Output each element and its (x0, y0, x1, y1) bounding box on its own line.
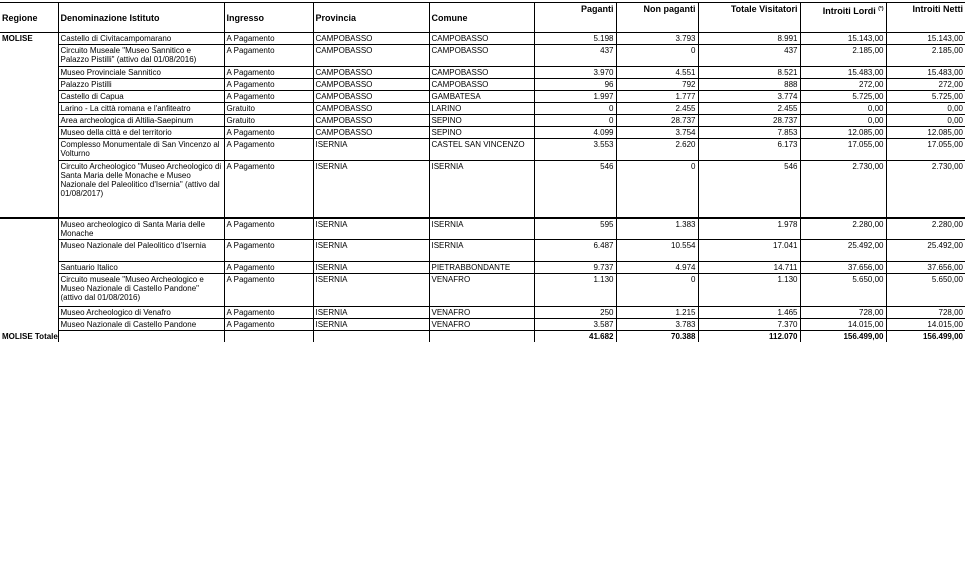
cell-totale: 888 (698, 79, 800, 91)
cell-netti: 37.656,00 (886, 262, 965, 274)
cell-comune: ISERNIA (429, 240, 534, 262)
cell-comune: VENAFRO (429, 319, 534, 331)
cell-lordi: 12.085,00 (800, 127, 886, 139)
cell-totale: 14.711 (698, 262, 800, 274)
cell-comune: VENAFRO (429, 307, 534, 319)
cell-lordi: 272,00 (800, 79, 886, 91)
cell-provincia: ISERNIA (313, 218, 429, 240)
total-non-paganti: 70.388 (616, 331, 698, 343)
header-ingresso: Ingresso (224, 3, 313, 33)
table-row (0, 79, 965, 91)
header-non-paganti: Non paganti (616, 3, 698, 33)
total-paganti: 41.682 (534, 331, 616, 343)
table-row (0, 319, 965, 331)
cell-non-paganti: 2.620 (616, 139, 698, 161)
total-row (0, 331, 965, 343)
cell-comune: GAMBATESA (429, 91, 534, 103)
cell-paganti: 3.587 (534, 319, 616, 331)
cell-ingresso: A Pagamento (224, 91, 313, 103)
cell-non-paganti: 1.777 (616, 91, 698, 103)
cell-ingresso: A Pagamento (224, 307, 313, 319)
cell-lordi: 37.656,00 (800, 262, 886, 274)
cell-istituto: Complesso Monumentale di San Vincenzo al Volturno (58, 139, 224, 161)
cell-totale: 3.774 (698, 91, 800, 103)
cell-non-paganti: 1.383 (616, 218, 698, 240)
header-provincia: Provincia (313, 3, 429, 33)
cell-paganti: 546 (534, 161, 616, 218)
cell-regione (0, 79, 58, 91)
cell-comune: ISERNIA (429, 161, 534, 218)
cell-paganti: 3.970 (534, 67, 616, 79)
table-row (0, 127, 965, 139)
header-regione: Regione (0, 3, 58, 33)
cell-paganti: 6.487 (534, 240, 616, 262)
cell-paganti: 5.198 (534, 33, 616, 45)
cell-provincia: CAMPOBASSO (313, 79, 429, 91)
cell-provincia: ISERNIA (313, 139, 429, 161)
total-label: MOLISE Totale (2, 331, 58, 341)
cell-regione (0, 218, 58, 240)
visitors-table (0, 2, 965, 342)
cell-totale: 1.978 (698, 218, 800, 240)
cell-ingresso: A Pagamento (224, 262, 313, 274)
cell-totale: 28.737 (698, 115, 800, 127)
cell-ingresso: A Pagamento (224, 240, 313, 262)
cell-regione (0, 103, 58, 115)
cell-provincia: CAMPOBASSO (313, 115, 429, 127)
cell-non-paganti: 2.455 (616, 103, 698, 115)
cell-paganti: 4.099 (534, 127, 616, 139)
total-netti: 156.499,00 (886, 331, 965, 343)
cell-paganti: 0 (534, 115, 616, 127)
cell-paganti: 9.737 (534, 262, 616, 274)
cell-istituto: Circuito museale "Museo Archeologico e Museo Nazionale di Castello Pandone" (attivo dal 01/08/2016) (58, 274, 224, 307)
cell-istituto: Area archeologica di Altilia-Saepinum (58, 115, 224, 127)
cell-istituto: Larino - La città romana e l'anfiteatro (58, 103, 224, 115)
cell-netti: 5.650,00 (886, 274, 965, 307)
header-row (0, 3, 965, 33)
cell-regione (0, 67, 58, 79)
cell-paganti: 1.130 (534, 274, 616, 307)
cell-netti: 12.085,00 (886, 127, 965, 139)
cell-totale: 7.853 (698, 127, 800, 139)
cell-non-paganti: 4.551 (616, 67, 698, 79)
cell-non-paganti: 28.737 (616, 115, 698, 127)
cell-totale: 2.455 (698, 103, 800, 115)
cell-comune: SEPINO (429, 127, 534, 139)
cell-regione (0, 127, 58, 139)
header-comune: Comune (429, 3, 534, 33)
cell-istituto: Museo Provinciale Sannitico (58, 67, 224, 79)
cell-netti: 15.143,00 (886, 33, 965, 45)
cell-istituto: Circuito Museale "Museo Sannitico e Palazzo Pistilli" (attivo dal 01/08/2016) (58, 45, 224, 67)
cell-totale: 7.370 (698, 319, 800, 331)
total-totale: 112.070 (698, 331, 800, 343)
table-row (0, 139, 965, 161)
cell-non-paganti: 1.215 (616, 307, 698, 319)
cell-lordi: 728,00 (800, 307, 886, 319)
cell-totale: 17.041 (698, 240, 800, 262)
cell-regione (0, 91, 58, 103)
table-row (0, 67, 965, 79)
cell-lordi: 17.055,00 (800, 139, 886, 161)
cell-ingresso: A Pagamento (224, 161, 313, 218)
total-empty (58, 331, 224, 343)
cell-non-paganti: 4.974 (616, 262, 698, 274)
cell-paganti: 437 (534, 45, 616, 67)
cell-ingresso: A Pagamento (224, 33, 313, 45)
cell-lordi: 0,00 (800, 103, 886, 115)
cell-regione (0, 262, 58, 274)
cell-comune: CASTEL SAN VINCENZO (429, 139, 534, 161)
table-row (0, 45, 965, 67)
cell-comune: SEPINO (429, 115, 534, 127)
cell-lordi: 0,00 (800, 115, 886, 127)
cell-non-paganti: 10.554 (616, 240, 698, 262)
cell-lordi: 2.185,00 (800, 45, 886, 67)
cell-ingresso: A Pagamento (224, 274, 313, 307)
cell-comune: VENAFRO (429, 274, 534, 307)
cell-lordi: 15.483,00 (800, 67, 886, 79)
cell-netti: 2.730,00 (886, 161, 965, 218)
cell-netti: 15.483,00 (886, 67, 965, 79)
cell-ingresso: A Pagamento (224, 319, 313, 331)
cell-provincia: CAMPOBASSO (313, 91, 429, 103)
cell-comune: CAMPOBASSO (429, 33, 534, 45)
cell-totale: 437 (698, 45, 800, 67)
cell-totale: 1.465 (698, 307, 800, 319)
total-empty (224, 331, 313, 343)
table-row (0, 218, 965, 240)
cell-non-paganti: 0 (616, 161, 698, 218)
cell-ingresso: A Pagamento (224, 127, 313, 139)
cell-paganti: 3.553 (534, 139, 616, 161)
cell-ingresso: A Pagamento (224, 45, 313, 67)
cell-regione (0, 45, 58, 67)
header-istituto: Denominazione Istituto (58, 3, 224, 33)
cell-lordi: 2.280,00 (800, 218, 886, 240)
cell-lordi: 15.143,00 (800, 33, 886, 45)
table-row (0, 307, 965, 319)
cell-non-paganti: 3.783 (616, 319, 698, 331)
cell-netti: 2.185,00 (886, 45, 965, 67)
cell-lordi: 14.015,00 (800, 319, 886, 331)
cell-netti: 0,00 (886, 115, 965, 127)
cell-provincia: CAMPOBASSO (313, 127, 429, 139)
table-row (0, 115, 965, 127)
cell-non-paganti: 0 (616, 45, 698, 67)
table-row (0, 161, 965, 218)
cell-istituto: Santuario Italico (58, 262, 224, 274)
table-row (0, 262, 965, 274)
cell-non-paganti: 3.754 (616, 127, 698, 139)
cell-netti: 728,00 (886, 307, 965, 319)
cell-regione (0, 240, 58, 262)
cell-ingresso: A Pagamento (224, 218, 313, 240)
cell-ingresso: A Pagamento (224, 79, 313, 91)
header-lordi-label: Introiti Lordi (822, 6, 876, 16)
cell-ingresso: A Pagamento (224, 67, 313, 79)
cell-istituto: Museo della città e del territorio (58, 127, 224, 139)
cell-paganti: 595 (534, 218, 616, 240)
cell-totale: 546 (698, 161, 800, 218)
cell-provincia: CAMPOBASSO (313, 45, 429, 67)
total-empty (313, 331, 429, 343)
cell-comune: ISERNIA (429, 218, 534, 240)
cell-totale: 1.130 (698, 274, 800, 307)
cell-totale: 8.521 (698, 67, 800, 79)
cell-paganti: 250 (534, 307, 616, 319)
cell-istituto: Museo Nazionale di Castello Pandone (58, 319, 224, 331)
cell-netti: 17.055,00 (886, 139, 965, 161)
cell-netti: 272,00 (886, 79, 965, 91)
cell-regione (0, 115, 58, 127)
cell-netti: 0,00 (886, 103, 965, 115)
cell-ingresso: Gratuito (224, 115, 313, 127)
cell-provincia: CAMPOBASSO (313, 67, 429, 79)
cell-comune: CAMPOBASSO (429, 45, 534, 67)
cell-istituto: Museo archeologico di Santa Maria delle Monache (58, 218, 224, 240)
table-row (0, 91, 965, 103)
cell-comune: PIETRABBONDANTE (429, 262, 534, 274)
cell-non-paganti: 792 (616, 79, 698, 91)
total-lordi: 156.499,00 (800, 331, 886, 343)
cell-non-paganti: 0 (616, 274, 698, 307)
cell-paganti: 1.997 (534, 91, 616, 103)
cell-istituto: Circuito Archeologico "Museo Archeologico di Santa Maria delle Monache e Museo Nazionale del Paleolitico d'Isernia" (attivo dal 01/08/2017) (58, 161, 224, 218)
table-row (0, 33, 965, 45)
cell-provincia: ISERNIA (313, 262, 429, 274)
cell-provincia: ISERNIA (313, 307, 429, 319)
cell-lordi: 2.730,00 (800, 161, 886, 218)
cell-istituto: Castello di Capua (58, 91, 224, 103)
cell-comune: LARINO (429, 103, 534, 115)
total-empty (429, 331, 534, 343)
cell-totale: 6.173 (698, 139, 800, 161)
cell-provincia: ISERNIA (313, 161, 429, 218)
cell-paganti: 96 (534, 79, 616, 91)
cell-netti: 5.725,00 (886, 91, 965, 103)
cell-istituto: Castello di Civitacampomarano (58, 33, 224, 45)
cell-provincia: ISERNIA (313, 274, 429, 307)
cell-istituto: Palazzo Pistilli (58, 79, 224, 91)
cell-ingresso: A Pagamento (224, 139, 313, 161)
cell-comune: CAMPOBASSO (429, 67, 534, 79)
cell-non-paganti: 3.793 (616, 33, 698, 45)
table-body (0, 33, 965, 343)
cell-regione (0, 307, 58, 319)
cell-lordi: 25.492,00 (800, 240, 886, 262)
cell-istituto: Museo Archeologico di Venafro (58, 307, 224, 319)
header-paganti: Paganti (534, 3, 616, 33)
header-totale: Totale Visitatori (698, 3, 800, 33)
cell-netti: 14.015,00 (886, 319, 965, 331)
cell-regione: MOLISE (2, 34, 33, 43)
cell-provincia: ISERNIA (313, 240, 429, 262)
cell-netti: 25.492,00 (886, 240, 965, 262)
cell-regione (0, 319, 58, 331)
cell-lordi: 5.725,00 (800, 91, 886, 103)
cell-lordi: 5.650,00 (800, 274, 886, 307)
cell-istituto: Museo Nazionale del Paleolitico d'Isernia (58, 240, 224, 262)
header-lordi (800, 3, 886, 33)
header-lordi-mark: (*) (878, 6, 884, 12)
cell-regione (0, 274, 58, 307)
table-row (0, 103, 965, 115)
table-row (0, 240, 965, 262)
cell-regione (0, 139, 58, 161)
cell-ingresso: Gratuito (224, 103, 313, 115)
cell-provincia: CAMPOBASSO (313, 33, 429, 45)
table-row (0, 274, 965, 307)
cell-comune: CAMPOBASSO (429, 79, 534, 91)
cell-paganti: 0 (534, 103, 616, 115)
cell-regione (0, 161, 58, 218)
cell-provincia: ISERNIA (313, 319, 429, 331)
cell-totale: 8.991 (698, 33, 800, 45)
cell-provincia: CAMPOBASSO (313, 103, 429, 115)
header-netti: Introiti Netti (886, 3, 965, 33)
cell-netti: 2.280,00 (886, 218, 965, 240)
